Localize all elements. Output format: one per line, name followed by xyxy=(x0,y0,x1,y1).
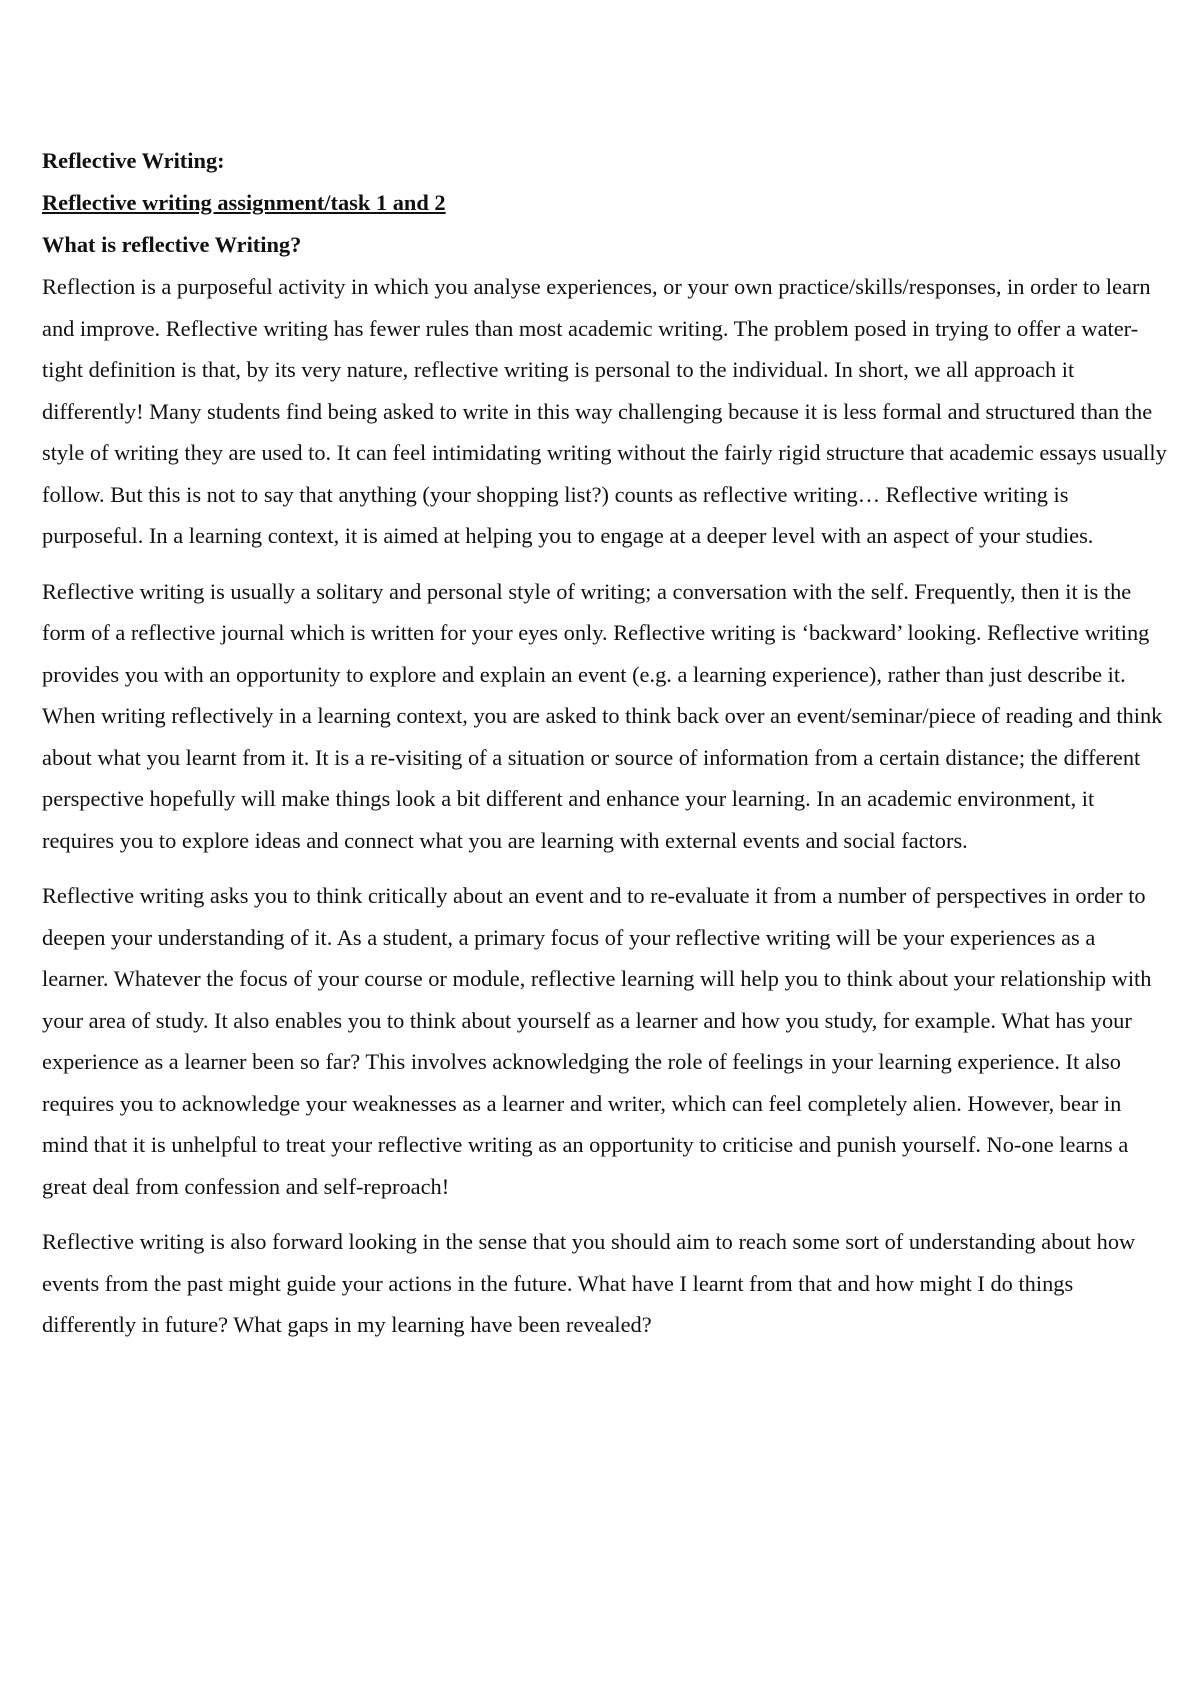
section-question-heading: What is reflective Writing? xyxy=(42,232,302,257)
paragraph-1: Reflection is a purposeful activity in which you analyse experiences, or your own practice/skills/responses, in order to learn and improve. Reflective writing has fewer rules than most academic writing. The problem posed in trying to offer a water-tight definition is that, by its very nature, reflective writing is personal to the individual. In short, we all approach it differently! Many students find being asked to write in this way challenging because it is less formal and structured than the style of writing they are used to. It can feel intimidating writing without the fairly rigid structure that academic essays usually follow. But this is not to say that anything (your shopping list?) counts as reflective writing… Reflective writing is purposeful. In a learning context, it is aimed at helping you to engage at a deeper level with an aspect of your studies. xyxy=(42,274,1167,548)
assignment-subtitle: Reflective writing assignment/task 1 and 2 xyxy=(42,190,446,215)
paragraph-4: Reflective writing is also forward looking in the sense that you should aim to reach some sort of understanding about how events from the past might guide your actions in the future. What have I learnt from that and how might I do things differently in future? What gaps in my learning have been revealed? xyxy=(42,1229,1136,1337)
document-title: Reflective Writing: xyxy=(42,148,225,173)
paragraph-3: Reflective writing asks you to think critically about an event and to re-evaluate it from a number of perspectives in order to deepen your understanding of it. As a student, a primary focus of your reflective writing will be your experiences as a learner. Whatever the focus of your course or module, reflective learning will help you to think about your relationship with your area of study. It also enables you to think about yourself as a learner and how you study, for example. What has your experience as a learner been so far? This involves acknowledging the role of feelings in your learning experience. It also requires you to acknowledge your weaknesses as a learner and writer, which can feel completely alien. However, bear in mind that it is unhelpful to treat your reflective writing as an opportunity to criticise and punish yourself. No-one learns a great deal from confession and self-reproach! xyxy=(42,883,1152,1199)
document-page xyxy=(42,140,1167,1360)
paragraph-2: Reflective writing is usually a solitary and personal style of writing; a conversation with the self. Frequently, then it is the form of a reflective journal which is written for your eyes only. Reflective writing is ‘backward’ looking. Reflective writing provides you with an opportunity to explore and explain an event (e.g. a learning experience), rather than just describe it. When writing reflectively in a learning context, you are asked to think back over an event/seminar/piece of reading and think about what you learnt from it. It is a re-visiting of a situation or source of information from a certain distance; the different perspective hopefully will make things look a bit different and enhance your learning. In an academic environment, it requires you to explore ideas and connect what you are learning with external events and social factors. xyxy=(42,578,1163,853)
